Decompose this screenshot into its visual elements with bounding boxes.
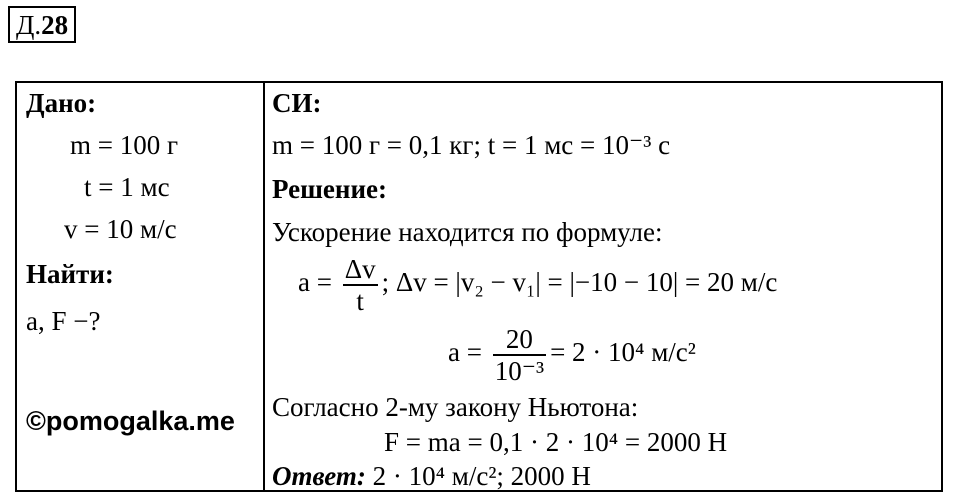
answer-label: Ответ: [272, 461, 366, 491]
problem-prefix: Д. [16, 10, 42, 40]
formula2-fraction [493, 324, 546, 386]
answer-value: 2 · 10⁴ м/с²; 2000 Н [372, 461, 591, 491]
formula2-denominator: 10⁻³ [494, 355, 545, 386]
solution-header: Решение: [272, 174, 387, 204]
given-time: t = 1 мс [84, 172, 170, 202]
solution-intro: Ускорение находится по формуле: [272, 217, 663, 247]
acceleration-calculation [448, 320, 696, 386]
formula2-lhs: a = [448, 337, 482, 367]
acceleration-formula [298, 250, 777, 316]
si-header: СИ: [272, 88, 322, 118]
formula2-rest: = 2 · 10⁴ м/с² [550, 337, 696, 367]
given-header: Дано: [26, 88, 97, 118]
formula1-numerator: Δv [344, 253, 376, 284]
formula1-rest: ; Δv = |v₂ − v₁| = |−10 − 10| = 20 м/с [381, 267, 778, 297]
formula1-denominator: t [343, 284, 378, 316]
formula1-fraction [343, 254, 378, 316]
given-mass: m = 100 г [70, 130, 179, 160]
formula2-numerator: 20 [505, 323, 533, 354]
force-formula: F = ma = 0,1 · 2 · 10⁴ = 2000 Н [384, 427, 728, 457]
problem-number: 28 [41, 10, 69, 40]
newton-law-text: Согласно 2-му закону Ньютона: [272, 392, 639, 422]
find-values: a, F −? [26, 306, 101, 336]
find-header: Найти: [26, 259, 114, 289]
problem-number-badge [8, 6, 76, 43]
si-conversion: m = 100 г = 0,1 кг; t = 1 мс = 10⁻³ с [272, 130, 671, 160]
given-velocity: v = 10 м/с [64, 214, 177, 244]
column-divider [263, 81, 265, 492]
answer-line [272, 460, 591, 492]
watermark: ©pomogalka.me [26, 406, 235, 436]
formula1-lhs: a = [298, 267, 332, 297]
